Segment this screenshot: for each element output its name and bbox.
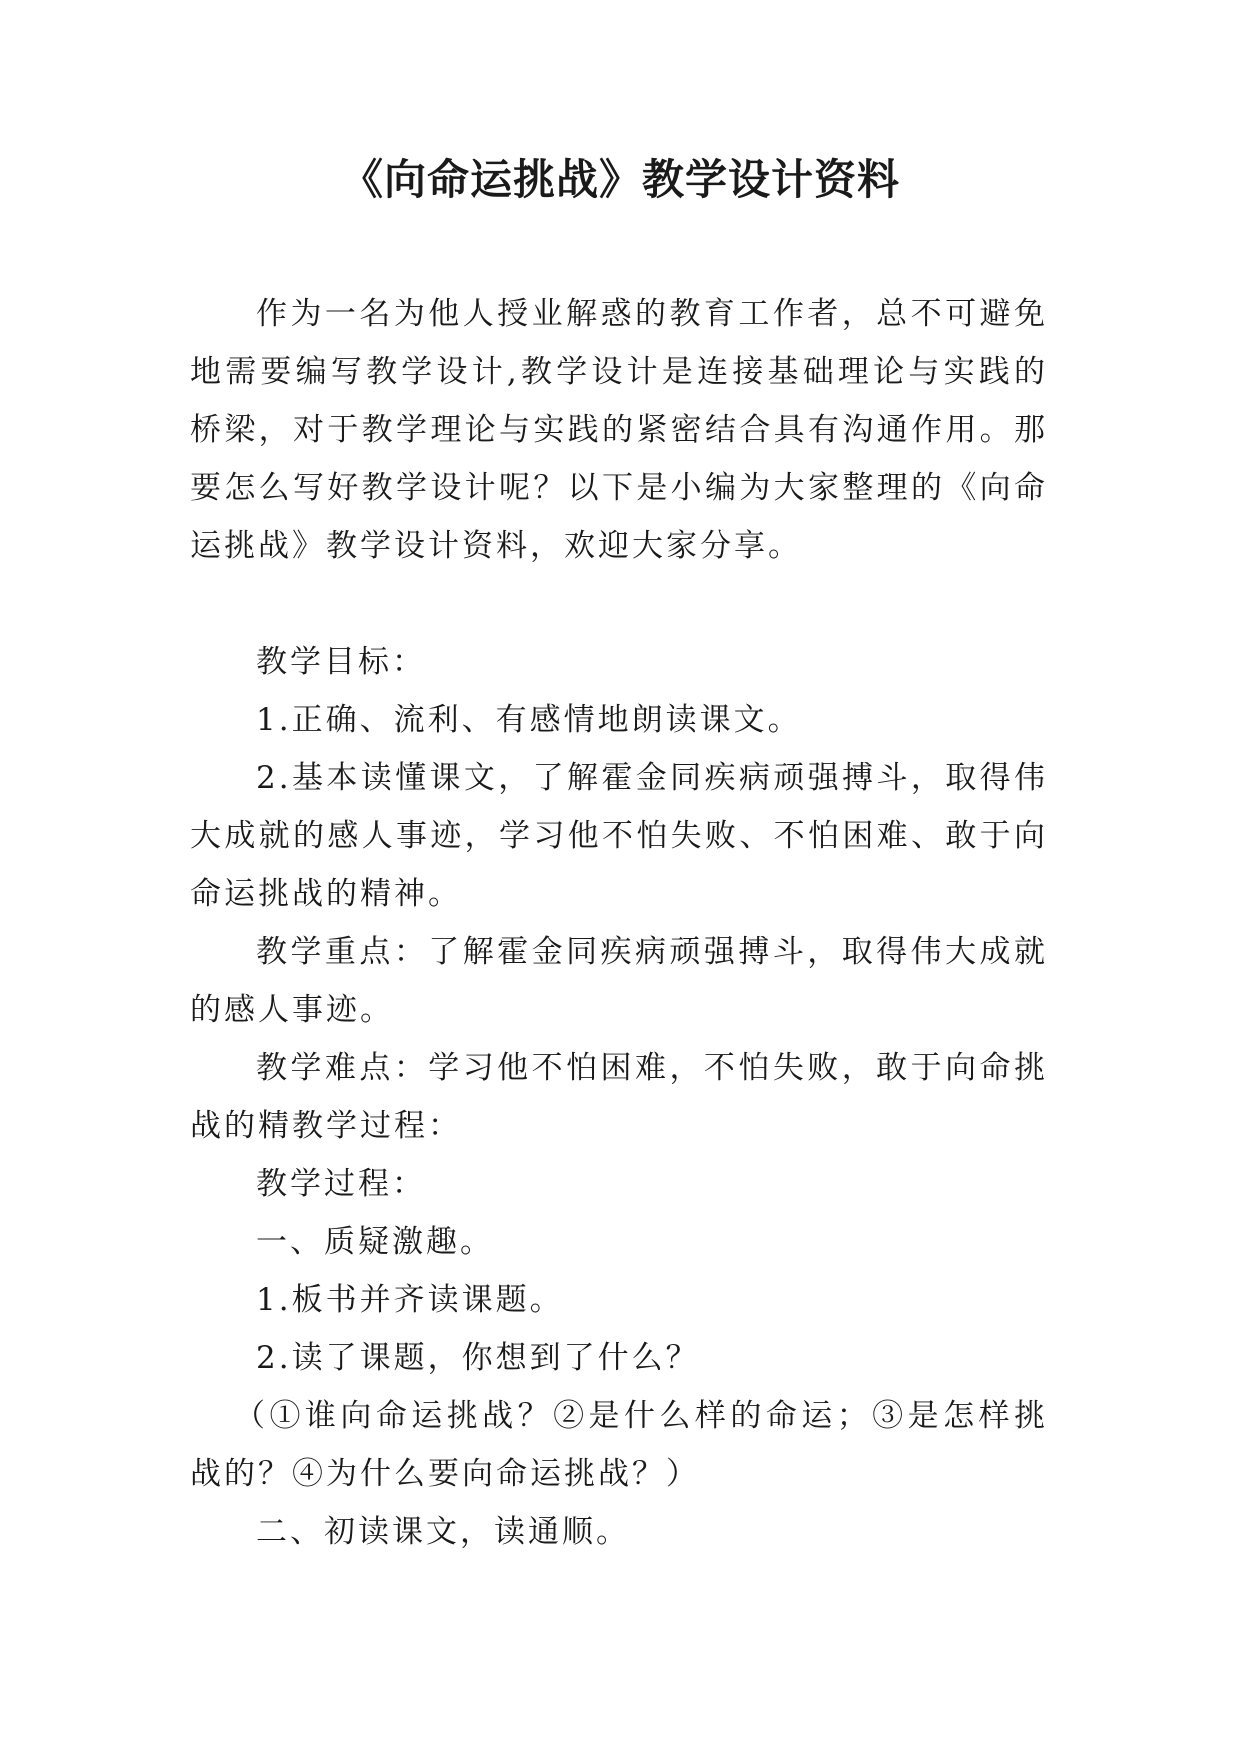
process-substep-2: 2.读了课题，你想到了什么？ xyxy=(256,1340,700,1376)
process-step-2: 二、初读课文，读通顺。 xyxy=(256,1514,630,1550)
difficulty-paragraph: 教学难点：学习他不怕困难，不怕失败，敢于向命挑战的精教学过程： xyxy=(190,1050,1048,1144)
section-heading-objectives: 教学目标： xyxy=(256,644,426,680)
document-body xyxy=(190,285,1048,1561)
process-step-1: 一、质疑激趣。 xyxy=(256,1224,494,1260)
objective-item-2: 2.基本读懂课文，了解霍金同疾病顽强搏斗，取得伟大成就的感人事迹，学习他不怕失败、不怕困难、敢于向命运挑战的精神。 xyxy=(190,760,1048,912)
document-title: 《向命运挑战》教学设计资料 xyxy=(340,155,900,204)
process-questions: （①谁向命运挑战？②是什么样的命运；③是怎样挑战的？④为什么要向命运挑战？） xyxy=(190,1398,1048,1492)
intro-paragraph: 作为一名为他人授业解惑的教育工作者，总不可避免地需要编写教学设计,教学设计是连接基础理论与实践的桥梁，对于教学理论与实践的紧密结合具有沟通作用。那要怎么写好教学设计呢？以下是小编为大家整理的《向命运挑战》教学设计资料，欢迎大家分享。 xyxy=(190,296,1048,564)
key-point-paragraph: 教学重点：了解霍金同疾病顽强搏斗，取得伟大成就的感人事迹。 xyxy=(190,934,1048,1028)
process-substep-1: 1.板书并齐读课题。 xyxy=(256,1282,564,1318)
objective-item-1: 1.正确、流利、有感情地朗读课文。 xyxy=(256,702,802,738)
section-heading-process: 教学过程： xyxy=(256,1166,426,1202)
